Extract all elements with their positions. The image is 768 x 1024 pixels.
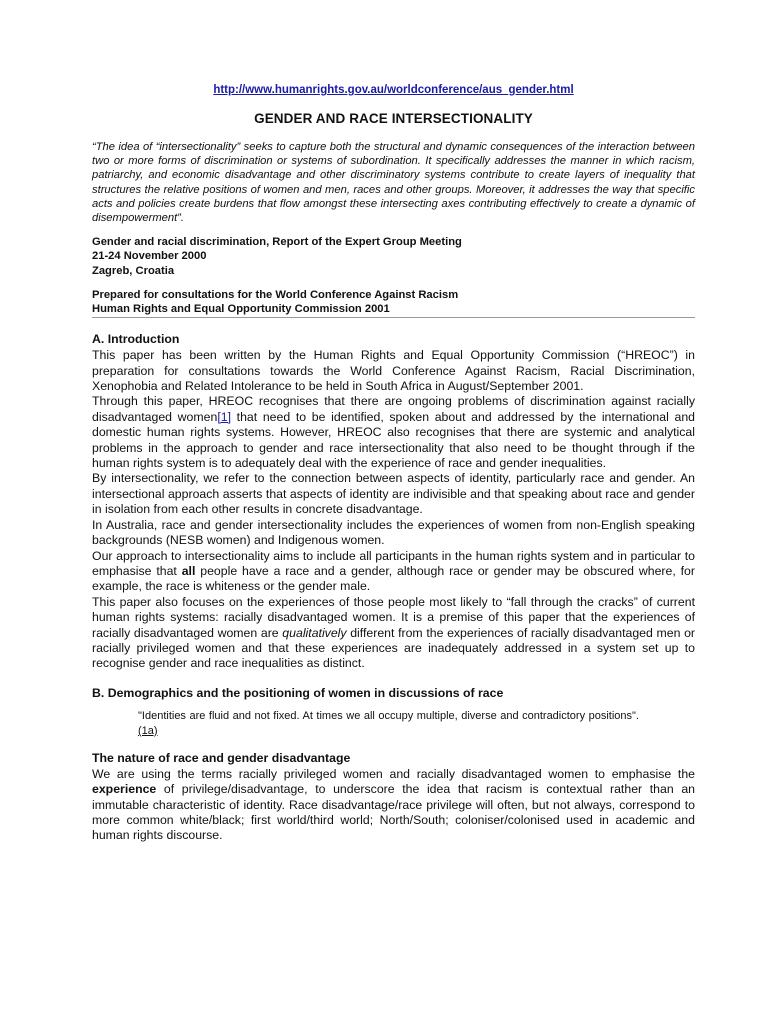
paragraph-5-text-end: people have a race and a gender, although race or gender may be obscured where, for example, the race is whiteness or the gender male.	[92, 563, 695, 594]
paragraph-5-emphasis: all	[181, 563, 196, 578]
prepared-line-1: Prepared for consultations for the World Conference Against Racism	[92, 288, 459, 301]
section-a-paragraph-1: This paper has been written by the Human Rights and Equal Opportunity Commission (“HREOC”) in preparation for consultations towards the World Conference Against Racism, Racial Discrimination, Xenophobia and Related Intolerance to be held in South Africa in August/September 2001.	[92, 348, 695, 394]
intro-quote: “The idea of “intersectionality” seeks to capture both the structural and dynamic consequences of the interaction between two or more forms of discrimination or systems of subordination. It specifically addresses the manner in which racism, patriarchy, and economic disadvantage and other discriminatory systems contribute to create layers of inequality that structures the relative positions of women and men, races and other groups. Moreover, it addresses the way that specific acts and policies create burdens that flow amongst these intersecting axes contributing effectively to create a dynamic of disempowerment”.	[92, 141, 695, 225]
paragraph-2-text-start: Through this paper, HREOC recognises that there are ongoing problems of discrimination against racially disadvantaged women	[92, 394, 695, 424]
footnote-link-1a[interactable]: (1a)	[138, 724, 158, 737]
document-title: GENDER AND RACE INTERSECTIONALITY	[254, 111, 533, 126]
paragraph-2-text-end: that need to be identified, spoken about and addressed by the international and domestic human rights systems. However, HREOC also recognises that there are systemic and analytical problems in the approach to gender and race intersectionality that also need to be thought through if the human rights system is to adequately deal with the experience of race and gender inequalities.	[92, 409, 695, 471]
footnote-link-1[interactable]: [1]	[217, 409, 231, 424]
section-b-heading: B. Demographics and the positioning of women in discussions of race	[92, 685, 504, 700]
section-a-paragraph-2	[92, 394, 695, 471]
source-line-2: 21-24 November 2000	[92, 250, 207, 263]
source-citation	[92, 235, 695, 278]
section-spacer	[92, 672, 695, 686]
paragraph-6-text-start: This paper also focuses on the experiences of those people most likely to “fall through the cracks” of current human rights systems: racially disadvantaged women. It is a premise of this paper that the experiences of racially disadvantaged women are	[92, 594, 695, 640]
section-b-paragraph-1	[92, 767, 695, 844]
identities-quote-text: "Identities are fluid and not fixed. At times we all occupy multiple, diverse and contradictory positions".	[138, 709, 639, 722]
section-a-paragraph-6	[92, 595, 695, 672]
identities-quote	[138, 709, 639, 739]
prepared-for	[92, 288, 695, 318]
prepared-line-2: Human Rights and Equal Opportunity Commission 2001	[92, 303, 390, 316]
document-page	[92, 84, 695, 844]
source-url-link[interactable]: http://www.humanrights.gov.au/worldconference/aus_gender.html	[213, 84, 574, 96]
paragraph-6-text-end: different from the experiences of racially disadvantaged men or racially privileged women and that these experiences are inadequately addressed in a system set up to recognise gender and race inequalities as distinct.	[92, 625, 696, 671]
paragraph-6-emphasis: qualitatively	[282, 625, 347, 640]
source-line-1: Gender and racial discrimination, Report of the Expert Group Meeting	[92, 236, 462, 249]
section-a-heading: A. Introduction	[92, 332, 180, 347]
race-gender-subheading: The nature of race and gender disadvantage	[92, 750, 351, 765]
section-a-paragraph-5	[92, 549, 695, 595]
section-a-paragraph-3: By intersectionality, we refer to the connection between aspects of identity, particularly race and gender. An intersectional approach asserts that aspects of identity are indivisible and that speaking about race and gender in isolation from each other results in concrete disadvantage.	[92, 471, 695, 517]
section-b-text-start: We are using the terms racially privileged women and racially disadvantaged women to emphasise the	[92, 766, 695, 781]
source-line-3: Zagreb, Croatia	[92, 264, 175, 277]
section-a-paragraph-4: In Australia, race and gender intersectionality includes the experiences of women from non-English speaking backgrounds (NESB women) and Indigenous women.	[92, 517, 695, 548]
section-b-emphasis: experience	[92, 782, 157, 797]
paragraph-5-text-start: Our approach to intersectionality aims to include all participants in the human rights system and in particular to emphasise that	[92, 548, 695, 578]
section-b-text-end: of privilege/disadvantage, to underscore the idea that racism is contextual rather than an immutable characteristic of identity. Race disadvantage/race privilege will often, but not always, correspond to more common white/black; first world/third world; North/South; coloniser/colonised used in academic and human rights discourse.	[92, 782, 695, 843]
